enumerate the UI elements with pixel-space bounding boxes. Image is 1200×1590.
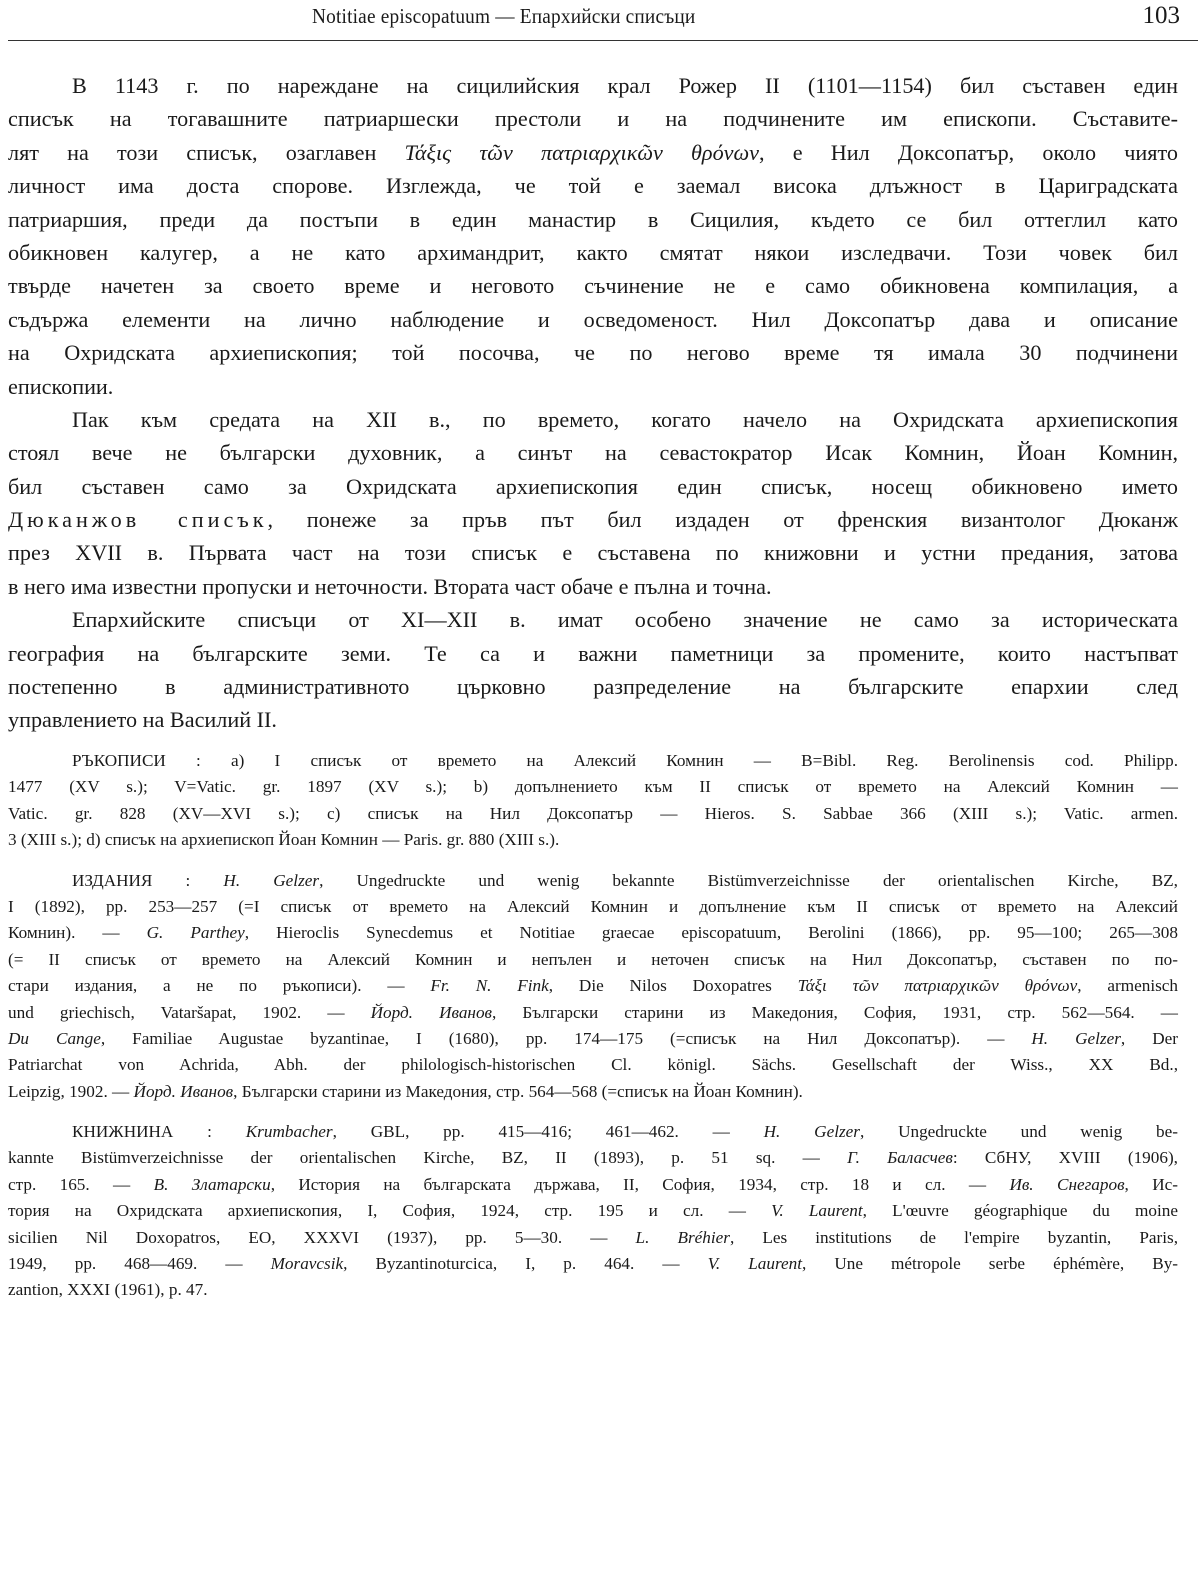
text-run: , История на българската държава, II, София, 1934, стр. 18 и сл. — [270,1174,1010,1194]
text-run: Vatic. gr. 828 (XV—XVI s.); c) списък на Нил Доксопатър — Hieros. S. Sabbae 366 (XIII s.); Vatic. armen. [8,803,1178,823]
text-run: стоял вече не български духовник, а синът на севастократор Исак Комнин, Йоан Комнин, [8,440,1178,466]
italic-run: Йорд. Иванов [133,1081,234,1101]
text-run: sicilien Nil Doxopatros, EO, XXXVI (1937), pp. 5—30. — [8,1227,636,1247]
text-line [8,1000,1178,1026]
paragraph [8,403,1178,603]
italic-run: V. Laurent [707,1254,803,1274]
text-run: география на българските земи. Те са и важни паметници за промените, които настъпват [8,640,1178,666]
text-run: обикновен калугер, а не като архимандрит, както смятат някои изследвачи. Този човек бил [8,239,1178,265]
text-run: Patriarchat von Achrida, Abh. der philologisch-historischen Cl. königl. Sächs. Gesellschaft der Wiss., XX Bd., [8,1055,1178,1075]
text-line [8,1225,1178,1251]
text-run: , Die Nilos Doxopatres [548,976,798,996]
italic-run: Du Cange [8,1028,101,1048]
text-run: тория на Охридската архиепископия, I, София, 1924, стр. 195 и сл. — [8,1201,772,1221]
text-run: В 1143 г. по нареждане на сицилийския крал Рожер II (1101—1154) бил съставен един [72,73,1178,98]
text-run: , Български старини из Македония, София, 1931, стр. 562—564. — [492,1002,1178,1022]
text-line [8,801,1178,827]
text-line [8,403,1178,436]
text-run: съдържа елементи на лично наблюдение и осведоменост. Нил Доксопатър дава и описание [8,306,1178,332]
text-run: Пак към средата на XII в., по времето, когато начело на Охридската архиепископия [72,406,1178,432]
text-run: kannte Bistümverzeichnisse der orientalischen Kirche, BZ, II (1893), p. 51 sq. — [8,1148,848,1168]
text-line [8,536,1178,569]
text-line [8,370,1178,403]
text-run: 3 (XIII s.); d) списък на архиепископ Йоан Комнин — Paris. gr. 880 (XIII s.). [8,830,560,850]
text-run: през XVII в. Първата част на този списък е съставена по книжовни и устни предания, затова [8,540,1178,566]
page-header [0,2,1200,32]
italic-run: Moravcsik [270,1254,344,1274]
text-run: , Ungedruckte und wenig be- [859,1122,1178,1142]
text-line [8,1198,1178,1224]
text-line [8,868,1178,894]
text-run: , Български старини из Македония, стр. 564—568 (=списък на Йоан Комнин). [233,1081,803,1101]
text-line [8,203,1178,236]
text-line [8,169,1178,202]
text-run: , е Нил Доксопатър, около чиято [759,139,1178,165]
text-line [8,1026,1178,1052]
page-number: 103 [1142,2,1180,29]
text-run: , GBL, pp. 415—416; 461—462. — [332,1122,764,1142]
text-run: und griechisch, Vataršapat, 1902. — [8,1002,371,1022]
text-run: , Ungedruckte und wenig bekannte Bistümverzeichnisse der orientalischen Kirche, BZ, [319,870,1178,890]
text-line [8,102,1178,135]
text-run: , Byzantinoturcica, I, p. 464. — [343,1254,708,1274]
paragraph [8,69,1178,403]
section-manuscripts [8,748,1178,854]
text-line [8,1277,1178,1303]
text-line [8,670,1178,703]
text-run: , Ис- [1124,1174,1178,1194]
text-line [8,236,1178,269]
text-run: патриаршия, преди да постъпи в един манастир в Сицилия, където се бил оттеглил като [8,206,1178,232]
text-run: , L'œuvre géographique du moine [862,1201,1178,1221]
text-line [8,603,1178,636]
text-line [8,894,1178,920]
bibliography [8,748,1178,1304]
italic-run: H. Gelzer [763,1122,860,1142]
italic-run: Τάξι τῶν πατριαρχικῶν θρόνων [797,976,1078,996]
text-run: Комнин). — [8,923,147,943]
text-run: в него има известни пропуски и неточности. Втората част обаче е пълна и точна. [8,573,772,599]
text-run: , armenisch [1077,976,1179,996]
text-run: Епархийските списъци от XI—XII в. имат особено значение не само за историческата [72,607,1178,633]
text-run: , Familiae Augustae byzantinae, I (1680), pp. 174—175 (=списък на Нил Доксопатър). — [100,1028,1032,1048]
text-run: стари издания, а не по ръкописи). — [8,976,431,996]
text-run: епископии. [8,373,114,399]
running-title: Notitiae episcopatuum — Епархийски списъци [312,4,696,28]
italic-run: V. Laurent [771,1201,863,1221]
text-run: zantion, XXXI (1961), p. 47. [8,1280,208,1300]
text-run: РЪКОПИСИ : a) I списък от времето на Алексий Комнин — B=Bibl. Reg. Berolinensis cod. Philipp. [72,751,1178,770]
italic-run: Fr. N. Fink [430,976,549,996]
text-line [8,269,1178,302]
text-line [8,1119,1178,1145]
text-line [8,303,1178,336]
text-run: списък на тогавашните патриаршески престоли и на подчинените им епископи. Съставите- [8,106,1178,132]
text-run: постепенно в административното църковно разпределение на българските епархии след [8,674,1178,700]
text-line [8,703,1178,736]
italic-run: L. Bréhier [635,1227,730,1247]
paragraph [8,603,1178,737]
italic-run: H. Gelzer [1031,1028,1121,1048]
text-run: КНИЖНИНА : [72,1122,246,1142]
text-line [8,947,1178,973]
text-run: : СбНУ, XVIII (1906), [952,1148,1178,1168]
text-run: 1477 (XV s.); V=Vatic. gr. 1897 (XV s.); b) допълнението към II списък от времето на Алексий Комнин — [8,777,1178,797]
text-run: на Охридската архиепископия; той посочва, че по негово време тя имала 30 подчинени [8,340,1178,366]
text-line [8,470,1178,503]
text-line [8,570,1178,603]
text-run: личност има доста спорове. Изглежда, че той е заемал висока длъжност в Цариградската [8,173,1178,199]
text-run: , Une métropole serbe éphémère, By- [802,1254,1179,1274]
text-line [8,136,1178,169]
text-line [8,336,1178,369]
text-run: 1949, pp. 468—469. — [8,1254,271,1274]
text-line [8,1251,1178,1277]
text-run: , Les institutions de l'empire byzantin, Paris, [729,1227,1178,1247]
text-line [8,436,1178,469]
text-run: управлението на Василий II. [8,707,277,733]
text-line [8,774,1178,800]
text-run: , понеже за пръв път бил издаден от френския византолог Дюканж [267,507,1178,533]
text-line [8,1052,1178,1078]
text-run: (= II списък от времето на Алексий Комнин и непълен и неточен списък на Нил Доксопатър, съставен по по- [8,949,1178,969]
text-run: , Hieroclis Synecdemus et Notitiae graecae episcopatuum, Berolini (1866), pp. 95—100; 265—308 [244,923,1178,943]
text-run: лят на този списък, озаглавен [8,139,405,165]
italic-run: Τάξις τῶν πατριαρχικῶν θρόνων [404,139,760,165]
text-run: твърде начетен за своето време и неговото съчинение не е само обикновена компилация, а [8,273,1178,299]
text-line [8,1172,1178,1198]
spaced-run: Дюканжов списък [8,507,268,533]
text-line [8,637,1178,670]
header-rule [8,40,1198,41]
text-line [8,503,1178,536]
text-run: ИЗДАНИЯ : [72,870,224,890]
italic-run: H. Gelzer [223,870,320,890]
italic-run: Krumbacher [245,1122,333,1142]
text-line [8,69,1178,102]
text-line [8,920,1178,946]
text-line [8,827,1178,853]
italic-run: Г. Баласчев [847,1148,953,1168]
text-line [8,973,1178,999]
text-run: I (1892), pp. 253—257 (=I списък от времето на Алексий Комнин и допълнение към II списък от времето на Алексий [8,896,1178,916]
text-run: стр. 165. — [8,1174,154,1194]
text-run: Leipzig, 1902. — [8,1081,134,1101]
italic-run: G. Parthey [146,923,245,943]
italic-run: Ив. Снегаров [1009,1174,1125,1194]
text-run: , Der [1120,1028,1178,1048]
italic-run: Йорд. Иванов [370,1002,492,1022]
text-run: бил съставен само за Охридската архиепископия един списък, носещ обикновено името [8,473,1178,499]
main-text [8,69,1178,737]
italic-run: В. Златарски [153,1174,271,1194]
text-line [8,1079,1178,1105]
text-line [8,748,1178,774]
text-line [8,1145,1178,1171]
section-literature [8,1105,1178,1304]
section-editions [8,854,1178,1106]
